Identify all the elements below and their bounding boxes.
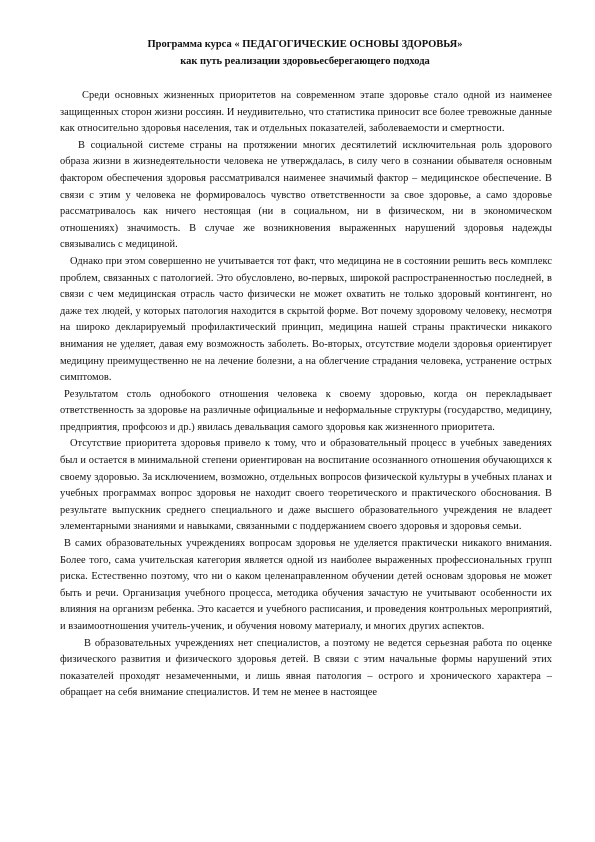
paragraph-2: В социальной системе страны на протяжении многих десятилетий исключительная роль здорового образа жизни в жизнедеятельности человека не утверждалась, в силу чего в сознании обывателя основным фактором обеспечения здоровья рассматривался наименее значимый фактор – медицинское обеспечение. В связи с этим у человека не формировалось чувство ответственности за свое здоровье, а само здоровье рассматривалось как ничего нестоящая (ни в социальном, ни в физическом, ни в экономическом отношениях) значимость. В случае же возникновения выраженных нарушений здоровья надежды связывались с медициной. (60, 139, 552, 251)
paragraph-3: Однако при этом совершенно не учитывается тот факт, что медицина не в состоянии решить весь комплекс проблем, связанных с патологией. Это обусловлено, во-первых, широкой распространенностью последней, в связи с чем медицинская отрасль часто физически не может охватить не только здоровый контингент, но даже тех людей, у которых патология находится в скрытой форме. Вот почему здоровому человеку, несмотря на широко декларируемый профилактический принцип, медицина нашей страны практически никакого внимания не уделяет, давая ему возможность заболеть. Во-вторых, отсутствие модели здоровья ориентирует медицину преимущественно не на лечение болезни, а на облегчение страдания человека, устранение острых симптомов. (60, 255, 552, 384)
document-subtitle: как путь реализации здоровьесберегающего подхода (180, 56, 430, 67)
document-title: Программа курса « ПЕДАГОГИЧЕСКИЕ ОСНОВЫ ЗДОРОВЬЯ» (147, 39, 463, 50)
paragraph-6: В самих образовательных учреждениях вопросам здоровья не уделяется практически никакого внимания. Более того, сама учительская категория является одной из наиболее выраженных профессиональных групп риска. Естественно поэтому, что ни о каком целенаправленном обучении детей основам здоровья не может быть и речи. Организация учебного процесса, методика обучения зачастую не учитывают особенности их влияния на организм ребенка. Это касается и учебного расписания, и проведения контрольных мероприятий, и взаимоотношения учитель-ученик, и обучения новому материалу, и многих других аспектов. (60, 538, 552, 632)
paragraph-1: Среди основных жизненных приоритетов на современном этапе здоровье стало одной из наименее защищенных сторон жизни россиян. И неудивительно, что статистика приносит все более тревожные данные как относительно здоровья населения, так и отдельных показателей, заболеваемости и смертности. (60, 90, 552, 135)
paragraph-4: Результатом столь однобокого отношения человека к своему здоровью, когда он перекладывает ответственность за здоровье на различные официальные и неформальные структуры (государство, медицину, предприятия, профсоюз и др.) явилась девальвация самого здоровья как жизненного приоритета. (60, 388, 552, 433)
document-body (60, 88, 552, 702)
paragraph-7: В образовательных учреждениях нет специалистов, а поэтому не ведется серьезная работа по оценке физического развития и физического здоровья детей. В связи с этим начальные формы нарушений этих показателей проходят незамеченными, и лишь явная патология – острого и хронического характера – обращает на себя внимание специалистов. И тем не менее в настоящее (60, 637, 552, 699)
paragraph-5: Отсутствие приоритета здоровья привело к тому, что и образовательный процесс в учебных заведениях был и остается в минимальной степени ориентирован на воспитание осознанного отношения обучающихся к своему здоровью. За исключением, возможно, отдельных вопросов физической культуры в учебных планах и учебных программах вопрос здоровья не находит своего теоретического и практического обоснования. В результате выпускник среднего специального и даже высшего образовательного учреждения не владеет элементарными знаниями и навыками, связанными с поддержанием своего здоровья и здоровья семьи. (60, 438, 552, 533)
